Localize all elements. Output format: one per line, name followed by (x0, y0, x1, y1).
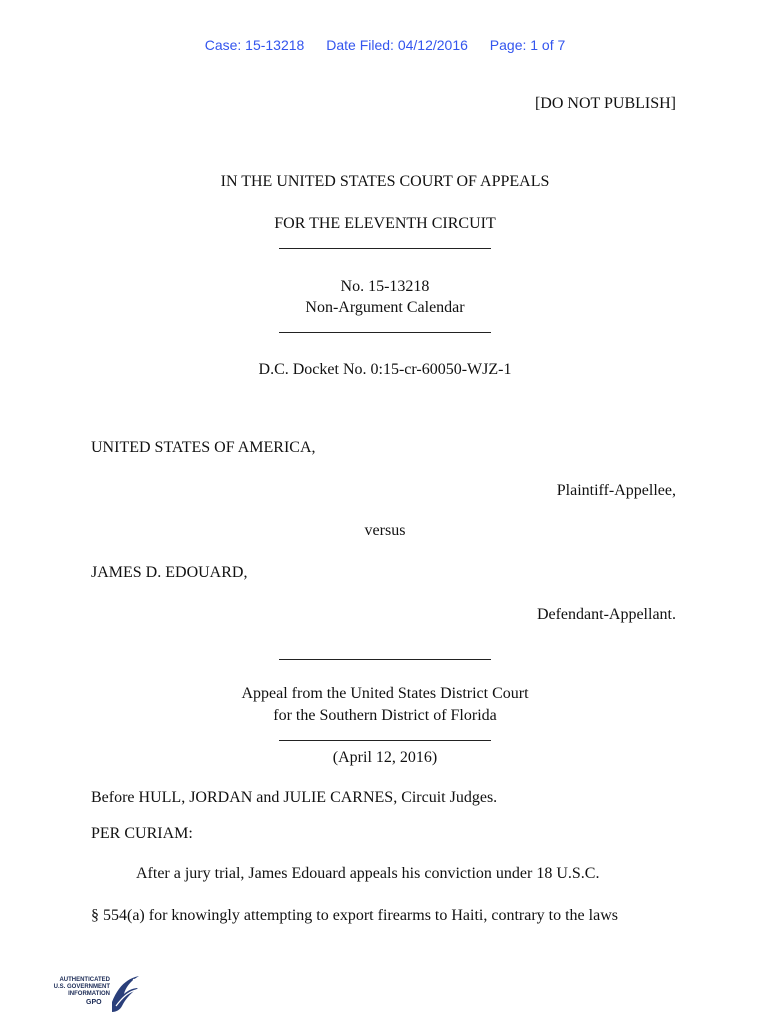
versus-label: versus (364, 522, 406, 539)
appeal-origin: Appeal from the United States District Court (241, 685, 529, 702)
opinion-body-line: § 554(a) for knowingly attempting to export firearms to Haiti, contrary to the laws (91, 907, 618, 924)
divider (279, 740, 491, 741)
publish-notice: [DO NOT PUBLISH] (534, 95, 676, 112)
logo-text-line: U.S. GOVERNMENT (53, 984, 110, 990)
logo-text-line: INFORMATION (68, 991, 110, 997)
panel-judges: Before HULL, JORDAN and JULIE CARNES, Circuit Judges. (91, 789, 498, 806)
gpo-authentication-logo (44, 972, 144, 1018)
case-number: No. 15-13218 (340, 278, 430, 295)
case-number-label: Case: 15-13218 (204, 37, 305, 53)
calendar-type: Non-Argument Calendar (305, 299, 465, 316)
date-filed-label: Date Filed: 04/12/2016 (326, 37, 468, 53)
filing-header (0, 36, 770, 54)
per-curiam-heading: PER CURIAM: (91, 825, 193, 842)
appeal-district: for the Southern District of Florida (273, 707, 497, 724)
logo-text-line: AUTHENTICATED (59, 977, 110, 983)
divider (279, 248, 491, 249)
divider (279, 659, 491, 660)
defendant-role: Defendant-Appellant. (536, 606, 676, 623)
gpo-mark: GPO (86, 999, 102, 1006)
plaintiff-name: UNITED STATES OF AMERICA, (91, 439, 316, 456)
plaintiff-role: Plaintiff-Appellee, (556, 482, 676, 499)
docket-number: D.C. Docket No. 0:15-cr-60050-WJZ-1 (258, 361, 512, 378)
court-title: IN THE UNITED STATES COURT OF APPEALS (220, 173, 550, 190)
eagle-icon (106, 972, 142, 1016)
divider (279, 332, 491, 333)
decision-date: (April 12, 2016) (332, 749, 438, 766)
page-number-label: Page: 1 of 7 (489, 37, 566, 53)
opinion-body-line: After a jury trial, James Edouard appeals his conviction under 18 U.S.C. (136, 865, 600, 882)
defendant-name: JAMES D. EDOUARD, (91, 564, 248, 581)
circuit-title: FOR THE ELEVENTH CIRCUIT (274, 215, 496, 232)
